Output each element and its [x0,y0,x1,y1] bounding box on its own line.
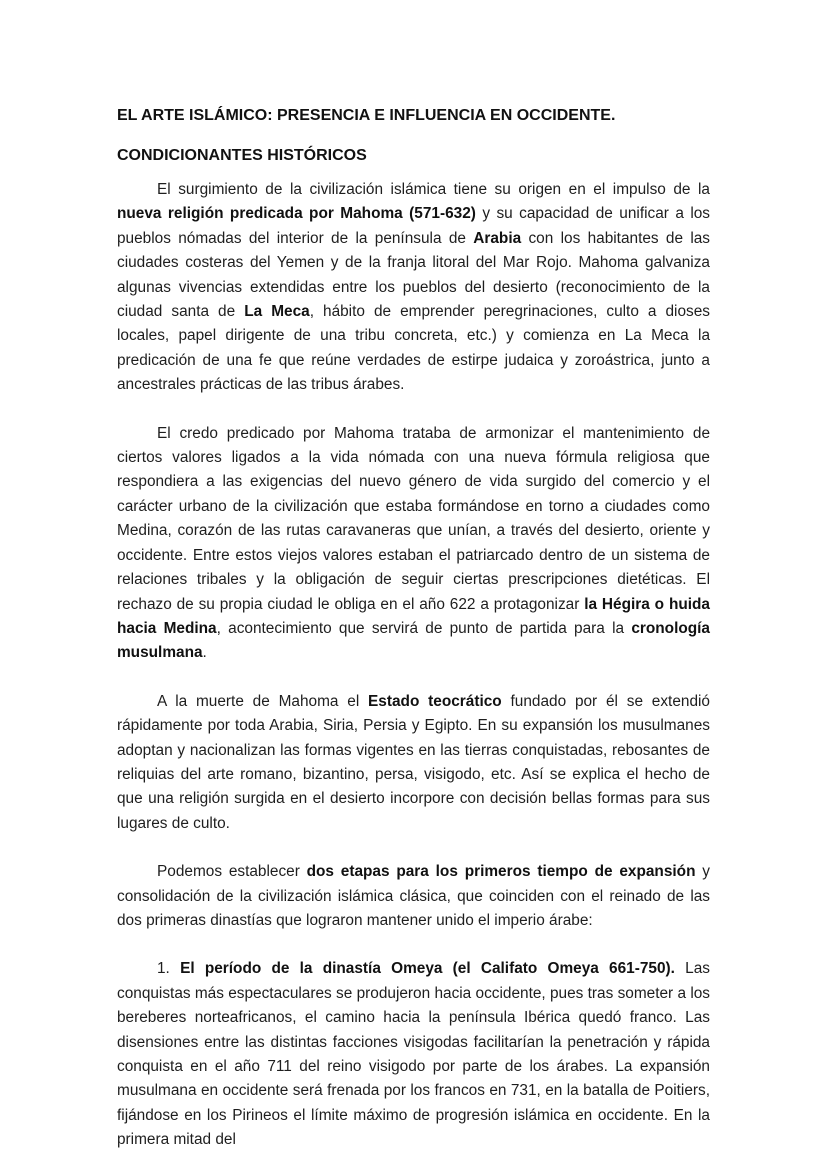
paragraph-origins [117,178,710,398]
text-run: 1. [157,960,181,978]
bold-term: Arabia [473,229,522,247]
text-run: Podemos establecer [157,863,307,881]
text-run: y consolidación de la civilización islámica clásica, que coinciden con el reinado de las dos primeras dinastías que lograron mantener unido el imperio árabe: [117,863,710,929]
bold-term: Estado teocrático [368,692,502,710]
text-run: . [202,644,207,662]
paragraph-stages [117,860,710,933]
document-page [117,104,710,1153]
bold-term: dos etapas para los primeros tiempo de expansión [306,863,696,881]
bold-term: la Hégira o huida hacia Medina [117,595,710,637]
bold-term: La Meca [244,303,310,321]
bold-term: cronología musulmana [117,619,710,662]
paragraph-expansion [117,690,710,836]
paragraph-omeya [117,957,710,1152]
text-run: fundado por él se extendió rápidamente por toda Arabia, Siria, Persia y Egipto. En su expansión los musulmanes adoptan y nacionalizan las formas vigentes en las tierras conquistadas, rebosantes de reliquias del arte romano, bizantino, persa, visigodo, etc. Así se explica el hecho de que una religión surgida en el desierto incorpore con decisión bellas formas para sus lugares de culto. [117,692,710,832]
text-run: con los habitantes de las ciudades costeras del Yemen y de la franja litoral del Mar Rojo. Mahoma galvaniza algunas vivencias extendidas entre los pueblos del desierto (reconocimiento de la ciudad santa de [117,229,711,321]
document-title: EL ARTE ISLÁMICO: PRESENCIA E INFLUENCIA EN OCCIDENTE. [117,107,616,124]
paragraph-credo [117,422,710,666]
section-heading: CONDICIONANTES HISTÓRICOS [117,147,367,164]
text-run: Las conquistas más espectaculares se produjeron hacia occidente, pues tras someter a los bereberes norteafricanos, el camino hacia la península Ibérica quedó franco. Las disensiones entre las distintas facciones visigodas facilitarían la penetración y rápida conquista en el año 711 del reino visigodo por parte de los árabes. La expansión musulmana en occidente será frenada por los francos en 731, en la batalla de Poitiers, fijándose en los Pirineos el límite máximo de progresión islámica en occidente. En la primera mitad del [117,960,710,1149]
text-run: El surgimiento de la civilización islámica tiene su origen en el impulso de la [157,181,710,198]
text-run: El credo predicado por Mahoma trataba de armonizar el mantenimiento de ciertos valores ligados a la vida nómada con una nueva fórmula religiosa que respondiera a las exigencias del nuevo género de vida surgido del comercio y el carácter urbano de la civilización que estaba formándose en torno a ciudades como Medina, corazón de las rutas caravaneras que unían, a través del desierto, oriente y occidente. Entre estos viejos valores estaban el patriarcado dentro de un sistema de relaciones tribales y la obligación de seguir ciertas prescripciones dietéticas. El rechazo de su propia ciudad le obliga en el año 622 a protagonizar [117,424,710,613]
text-run: , hábito de emprender peregrinaciones, culto a dioses locales, papel dirigente de una tribu concreta, etc.) y comienza en La Meca la predicación de una fe que reúne verdades de estirpe judaica y zoroástrica, junto a ancestrales prácticas de las tribus árabes. [117,303,710,394]
text-run: y su capacidad de unificar a los pueblos nómadas del interior de la península de [117,205,710,247]
text-run: , acontecimiento que servirá de punto de partida para la [216,619,632,637]
bold-term: nueva religión predicada por Mahoma (571-632) [117,205,476,223]
bold-term: El período de la dinastía Omeya (el Califato Omeya 661-750). [180,960,675,978]
text-run: A la muerte de Mahoma el [157,692,369,710]
